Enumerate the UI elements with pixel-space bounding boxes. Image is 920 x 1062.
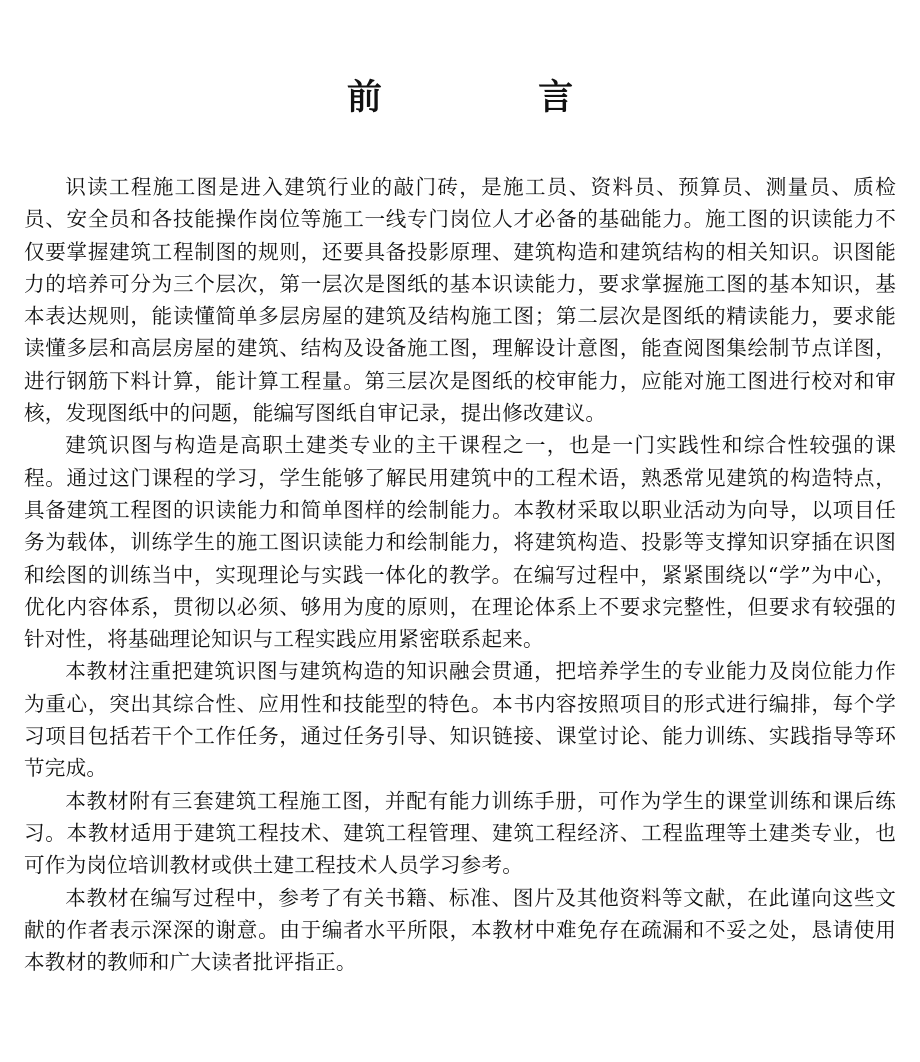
preface-body [24, 171, 896, 978]
paragraph-4: 本教材附有三套建筑工程施工图，并配有能力训练手册，可作为学生的课堂训练和课后练习。本教材适用于建筑工程技术、建筑工程管理、建筑工程经济、工程监理等土建类专业，也可作为岗位培训教材或供土建工程技术人员学习参考。 [24, 788, 896, 878]
paragraph-3: 本教材注重把建筑识图与建筑构造的知识融会贯通，把培养学生的专业能力及岗位能力作为重心，突出其综合性、应用性和技能型的特色。本书内容按照项目的形式进行编排，每个学习项目包括若干个工作任务，通过任务引导、知识链接、课堂讨论、能力训练、实践指导等环节完成。 [24, 659, 896, 781]
paragraph-2: 建筑识图与构造是高职土建类专业的主干课程之一，也是一门实践性和综合性较强的课程。通过这门课程的学习，学生能够了解民用建筑中的工程术语，熟悉常见建筑的构造特点，具备建筑工程图的识读能力和简单图样的绘制能力。本教材采取以职业活动为向导，以项目任务为载体，训练学生的施工图识读能力和绘制能力，将建筑构造、投影等支撑知识穿插在识图和绘图的训练当中，实现理论与实践一体化的教学。在编写过程中，紧紧围绕以“学”为中心，优化内容体系，贯彻以必须、够用为度的原则，在理论体系上不要求完整性，但要求有较强的针对性，将基础理论知识与工程实践应用紧密联系起来。 [24, 433, 896, 652]
page-title: 前 言 [346, 78, 646, 118]
paragraph-1: 识读工程施工图是进入建筑行业的敲门砖，是施工员、资料员、预算员、测量员、质检员、安全员和各技能操作岗位等施工一线专门岗位人才必备的基础能力。施工图的识读能力不仅要掌握建筑工程制图的规则，还要具备投影原理、建筑构造和建筑结构的相关知识。识图能力的培养可分为三个层次，第一层次是图纸的基本识读能力，要求掌握施工图的基本知识，基本表达规则，能读懂简单多层房屋的建筑及结构施工图；第二层次是图纸的精读能力，要求能读懂多层和高层房屋的建筑、结构及设备施工图，理解设计意图，能查阅图集绘制节点详图，进行钢筋下料计算，能计算工程量。第三层次是图纸的校审能力，应能对施工图进行校对和审核，发现图纸中的问题，能编写图纸自审记录，提出修改建议。 [24, 175, 896, 426]
paragraph-5: 本教材在编写过程中，参考了有关书籍、标准、图片及其他资料等文献，在此谨向这些文献的作者表示深深的谢意。由于编者水平所限，本教材中难免存在疏漏和不妥之处，恳请使用本教材的教师和广大读者批评指正。 [24, 885, 896, 975]
